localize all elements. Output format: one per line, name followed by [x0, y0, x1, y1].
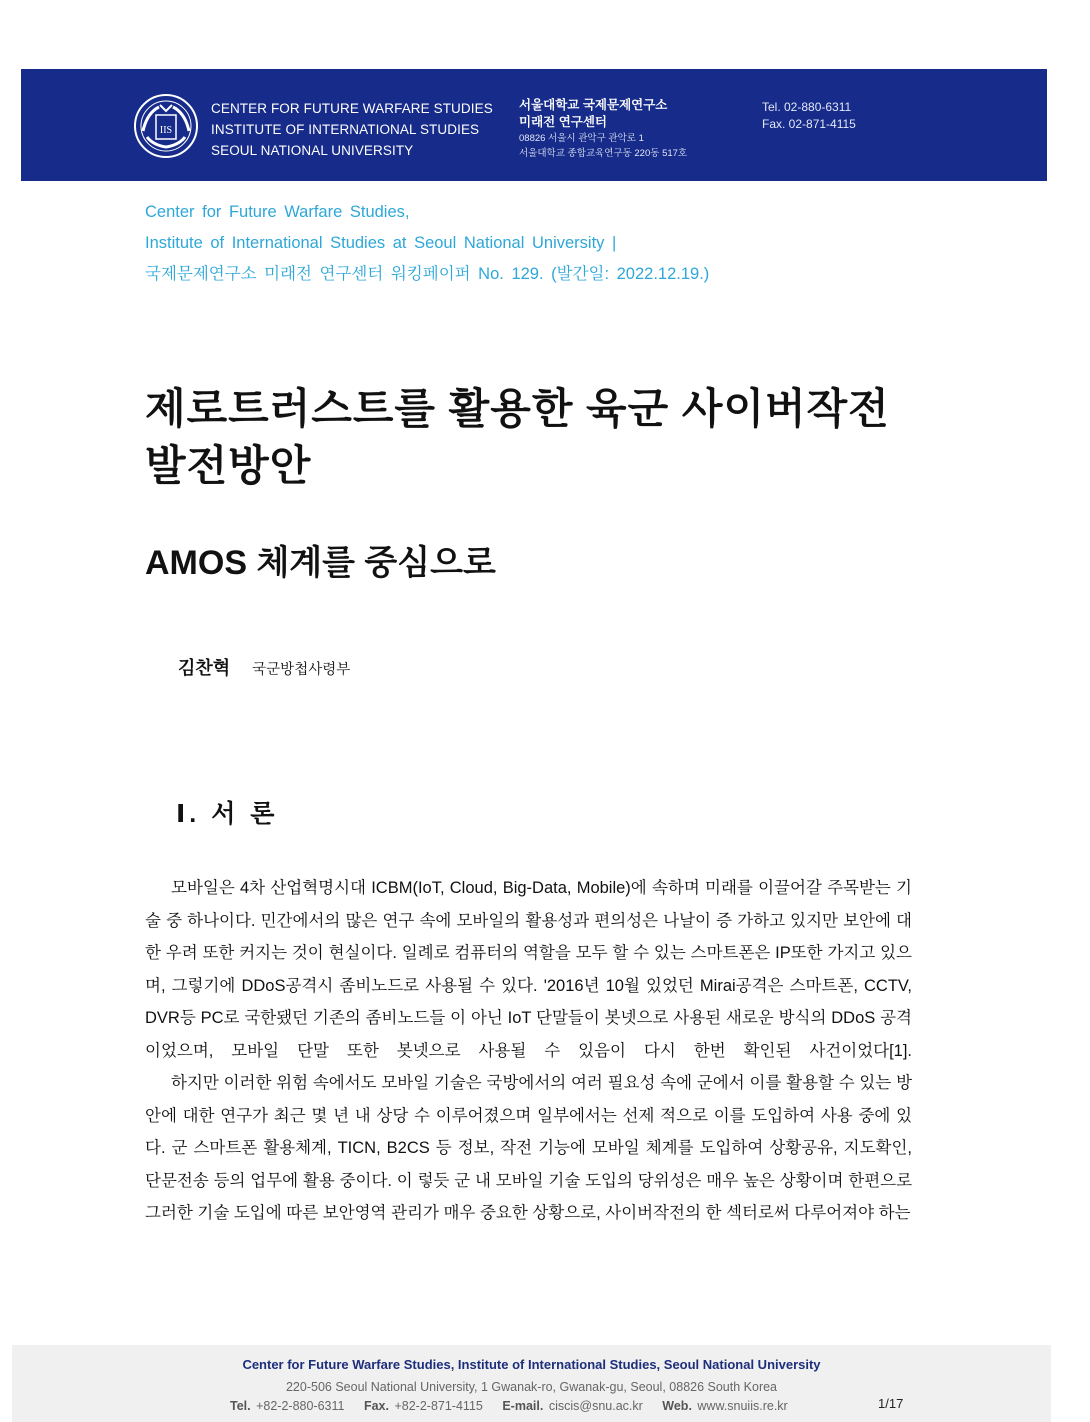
- meta-line-3: 국제문제연구소 미래전 연구센터 워킹페이퍼 No. 129. (발간일: 2022.12.19.): [145, 265, 710, 283]
- author-org: 국군방첩사령부: [252, 662, 351, 678]
- eng-line-1: CENTER FOR FUTURE WARFARE STUDIES: [211, 101, 493, 116]
- footer-web-link[interactable]: www.snuiis.re.kr: [697, 1399, 788, 1413]
- para2-line-2: 활용할 수 있는 방안에 대한 연구가 최근 몇 년 내 상당 수 이루어졌으며 일부에서는 선제: [145, 1074, 913, 1125]
- para2-line-5: 렇듯 군 내 모바일 기술 도입의 당위성은 매우 높은 상황이며 한편으로 그러한 기술 도입에: [145, 1171, 913, 1222]
- body-text: [145, 872, 912, 1230]
- center-name-korean: [519, 97, 687, 161]
- working-paper-meta: [145, 197, 709, 290]
- author-block: [178, 654, 350, 680]
- para2-line-3: 적으로 이를 도입하여 사용 중에 있다. 군 스마트폰 활용체계, TICN, B2CS 등 정보, 작전: [145, 1106, 913, 1157]
- footer-web-label: Web.: [662, 1399, 692, 1413]
- paper-title: [145, 380, 890, 494]
- title-line-1: 제로트러스트를 활용한 육군 사이버작전: [145, 385, 890, 432]
- snu-seal-logo: [133, 93, 199, 159]
- footer-address: 220-506 Seoul National University, 1 Gwanak-ro, Gwanak-gu, Seoul, 08826 South Korea: [285, 1380, 778, 1394]
- para1-line-4: 수 있는 스마트폰은 IP또한 가지고 있으며, 그렇기에 DDoS공격시 좀비노드로 사용될 수 있다.: [145, 944, 912, 995]
- para1-line-7: 봇넷으로 사용될 수 있음이 다시 한번 확인된 사건이었다[1].: [396, 1041, 912, 1060]
- section-heading: Ⅰ. 서 론: [176, 800, 279, 828]
- address-line-1: 08826 서울시 관악구 관악로 1: [519, 133, 644, 144]
- kor-line-1: 서울대학교 국제문제연구소: [519, 98, 668, 112]
- meta-line-1: Center for Future Warfare Studies,: [145, 203, 410, 221]
- footer-email-link[interactable]: ciscis@snu.ac.kr: [548, 1399, 643, 1413]
- header-band: [21, 69, 1047, 181]
- title-line-2: 발전방안: [145, 442, 312, 489]
- author-name: 김찬혁: [178, 658, 231, 678]
- para1-line-2: 주목받는 기술 중 하나이다. 민간에서의 많은 연구 속에 모바일의 활용성과 편의성은 나날이 증: [145, 879, 912, 930]
- kor-line-2: 미래전 연구센터: [519, 115, 607, 129]
- eng-line-2: INSTITUTE OF INTERNATIONAL STUDIES: [211, 122, 480, 137]
- page-footer: [12, 1345, 1051, 1422]
- meta-line-2: Institute of International Studies at Seoul National University |: [145, 234, 617, 252]
- page-number: 1/17: [878, 1396, 904, 1411]
- header-fax: Fax. 02-871-4115: [762, 117, 856, 131]
- footer-fax: +82-2-871-4115: [394, 1399, 483, 1413]
- header-tel: Tel. 02-880-6311: [762, 100, 852, 114]
- para1-line-6: 이 아닌 IoT 단말들이 봇넷으로 사용된 새로운 방식의 DDoS 공격이었으며, 모바일 단말 또한: [145, 1009, 912, 1060]
- para1-line-1: 모바일은 4차 산업혁명시대 ICBM(IoT, Cloud, Big-Data, Mobile)에 속하며 미래를 이끌어갈: [171, 879, 822, 897]
- para1-line-5: '2016년 10월 있었던 Mirai공격은 스마트폰, CCTV, DVR등 PC로 국한됐던 기존의 좀비노드들: [145, 976, 912, 1027]
- seal-label: IIS: [159, 125, 173, 136]
- para1-line-3: 가하고 있지만 보안에 대한 우려 또한 커지는 것이 현실이다. 일례로 컴퓨터의 역할을 모두 할: [145, 911, 912, 962]
- footer-contacts: [230, 1399, 788, 1413]
- para2-line-1: 하지만 이러한 위험 속에서도 모바일 기술은 국방에서의 여러 필요성 속에 군에서 이를: [171, 1074, 782, 1092]
- center-name-english: [211, 98, 493, 161]
- footer-email-label: E-mail.: [502, 1399, 544, 1413]
- paragraph-2: [145, 1067, 912, 1230]
- footer-institution: Center for Future Warfare Studies, Institute of International Studies, Seoul National University: [242, 1357, 821, 1372]
- address-line-2: 서울대학교 종합교육연구동 220동 517호: [519, 148, 688, 159]
- footer-tel: +82-2-880-6311: [256, 1399, 345, 1413]
- paragraph-1: [145, 872, 912, 1067]
- header-contact: [762, 99, 856, 133]
- paper-subtitle: AMOS 체계를 중심으로: [145, 544, 496, 582]
- para2-line-4: 기능에 모바일 체계를 도입하여 상황공유, 지도확인, 단문전송 등의 업무에 활용 중이다. 이: [145, 1139, 912, 1190]
- eng-line-3: SEOUL NATIONAL UNIVERSITY: [211, 143, 414, 158]
- footer-tel-label: Tel.: [230, 1399, 251, 1413]
- para2-line-6: 따른 보안영역 관리가 매우 중요한 상황으로, 사이버작전의 한 섹터로써 다루어져야 하는: [286, 1204, 911, 1222]
- footer-fax-label: Fax.: [363, 1399, 389, 1413]
